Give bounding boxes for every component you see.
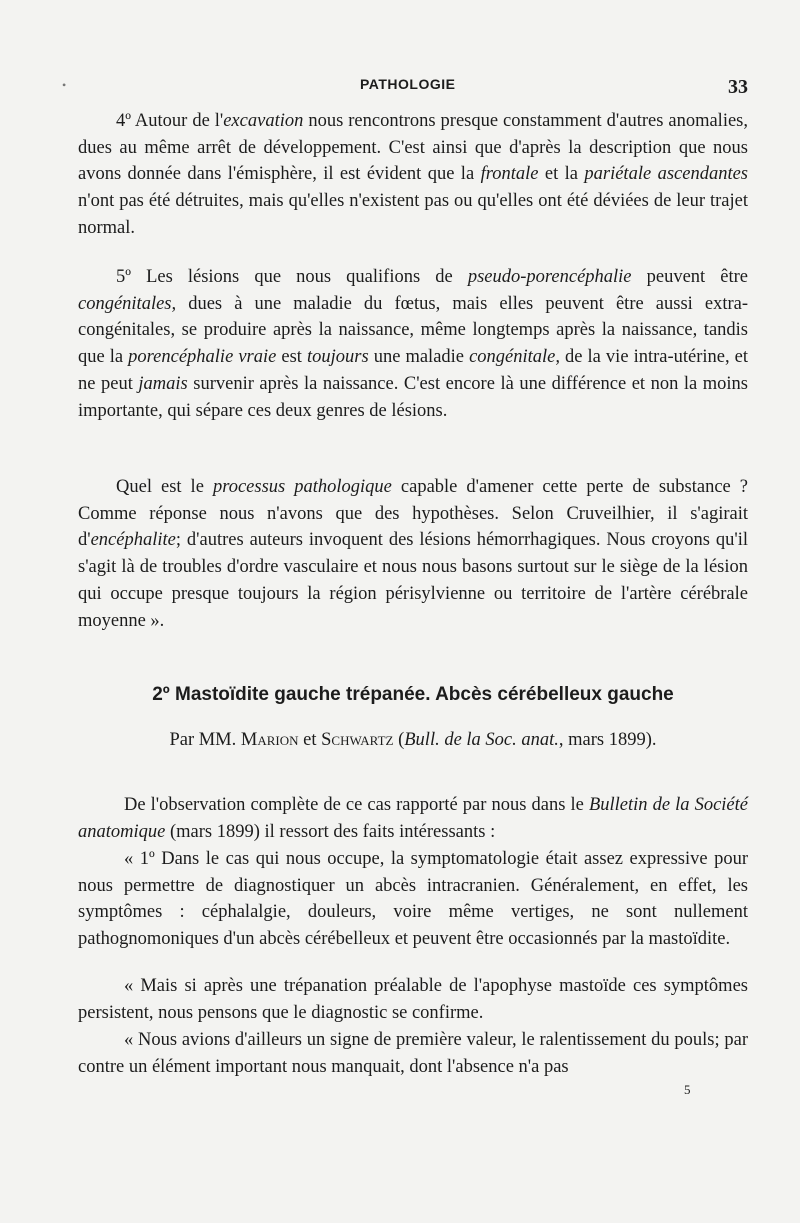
italic-run: jamais (138, 373, 188, 394)
text-run: ( (393, 730, 405, 750)
paragraph-quote-2: « Mais si après une trépanation préalable de l'apophyse mastoïde ces symptômes persistent, nous pensons que le diagnostic se confirme. (78, 976, 748, 1023)
signature-mark: 5 (684, 1082, 691, 1097)
paragraph-observation (78, 792, 748, 845)
italic-run: porencéphalie vraie (128, 347, 277, 368)
text-run: survenir après la naissance. C'est encore là une différence et non la moins importante, qui sépare ces deux genres de lésions. (78, 373, 748, 421)
text-run: , mars 1899). (558, 730, 657, 750)
text-run: capable d'amener cette perte de substance ? Comme réponse nous n'avons que des hypothèses. Selon Cruveilhier, il s'agirait d' (78, 477, 748, 551)
paragraph-5 (78, 264, 748, 424)
section-heading: 2º Mastoïdite gauche trépanée. Abcès cérébelleux gauche (152, 684, 674, 705)
text-run: 4º Autour de l' (116, 111, 224, 131)
text-run: ; d'autres auteurs invoquent des lésions hémorrhagiques. Nous croyons qu'il s'agit là de troubles d'ordre vasculaire et nous nous basons surtout sur le siège de la lésion qui occupe presque toujours la région périsylvienne ou territoire de l'artère cérébrale moyenne ». (78, 530, 748, 631)
italic-run: pariétale ascendantes (584, 164, 748, 185)
italic-run: Bulletin de la Société anatomique (78, 795, 748, 842)
byline (78, 730, 748, 751)
text-run: Quel est le (116, 477, 213, 497)
text-run: peuvent être (631, 267, 748, 287)
page-number: 33 (728, 76, 748, 98)
text-run: 5º Les lésions que nous qualifions de (116, 267, 468, 287)
running-title: PATHOLOGIE (360, 76, 456, 92)
text-run: et (298, 730, 322, 750)
paragraph-processus (78, 474, 748, 634)
text-run: dues à une maladie du fœtus, mais elles peuvent être aussi extra-congénitales, se produire après la naissance, même longtemps après la naissance, tandis que la (78, 293, 748, 368)
text-run: est (276, 347, 307, 368)
italic-run: congénitales, (78, 293, 177, 314)
text-run: de la vie intra-utérine, et ne peut (78, 347, 749, 394)
text-run: et la (538, 164, 585, 185)
italic-run: pseudo-porencéphalie (467, 267, 632, 287)
text-run: une maladie (368, 347, 470, 368)
italic-run: toujours (306, 347, 369, 368)
paragraph-4 (78, 108, 748, 242)
citation: Bull. de la Soc. anat. (404, 730, 559, 750)
text-run: De l'observation complète de ce cas rapporté par nous dans le (124, 795, 589, 815)
text-run: nous rencontrons presque constamment d'autres anomalies, dues au même arrêt de développement. C'est ainsi que d'après la description que nous avons donnée dans l'émisphère, il est évident que la (78, 111, 748, 185)
text-run: n'ont pas été détruites, mais qu'elles n'existent pas ou qu'elles ont été déviées de leur trajet normal. (78, 191, 748, 238)
text-run: Par MM. (169, 730, 241, 750)
author-name: Marion (240, 730, 299, 750)
italic-run: processus pathologique (212, 477, 392, 497)
italic-run: frontale (480, 164, 539, 185)
margin-mark: • (62, 78, 67, 92)
text-run: (mars 1899) il ressort des faits intéressants : (165, 821, 496, 842)
paragraph-quote-1: « 1º Dans le cas qui nous occupe, la symptomatologie était assez expressive pour nous permettre de diagnostiquer un abcès intracranien. Généralement, en effet, les symptômes : céphalalgie, douleurs, voire même vertiges, ne sont nullement pathognomoniques d'un abcès cérébelleux et peuvent être occasionnés par la mastoïdite. (78, 849, 748, 950)
italic-run: congénitale, (469, 347, 560, 368)
paragraph-quote-3: « Nous avions d'ailleurs un signe de première valeur, le ralentissement du pouls; par contre un élément important nous manquait, dont l'absence n'a pas (78, 1030, 748, 1077)
author-name: Schwartz (321, 730, 394, 750)
italic-run: encéphalite (90, 530, 176, 551)
italic-run: excavation (223, 111, 304, 131)
